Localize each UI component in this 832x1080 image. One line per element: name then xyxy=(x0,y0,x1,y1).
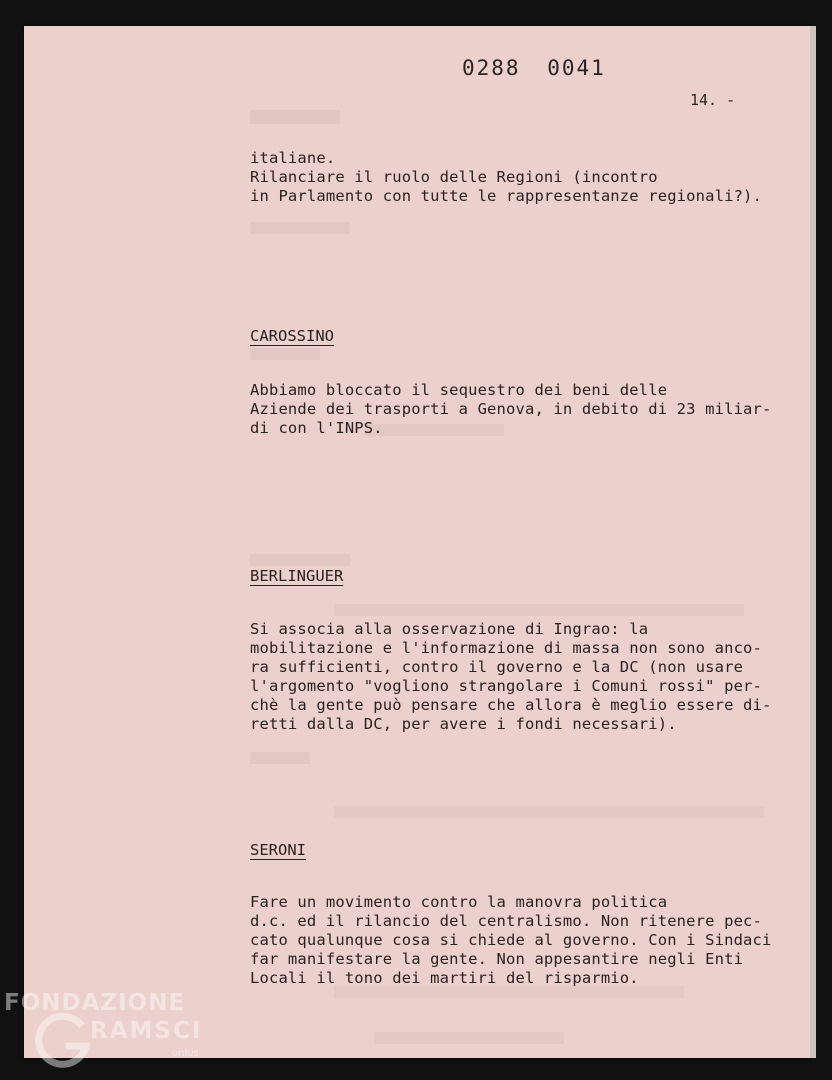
bleed-through-5 xyxy=(250,554,350,566)
speaker-carossino: CAROSSINO xyxy=(250,327,334,345)
paragraph-carossino: Abbiamo bloccato il sequestro dei beni delle Aziende dei trasporti a Genova, in debito di 23 miliar- di con l'INPS. xyxy=(250,381,772,437)
watermark-line2: RAMSCI xyxy=(90,1018,203,1044)
g-logo-icon xyxy=(32,1012,92,1072)
bleed-through-6 xyxy=(334,604,744,616)
fondazione-gramsci-watermark xyxy=(0,990,210,1078)
paragraph-seroni: Fare un movimento contro la manovra politica d.c. ed il rilancio del centralismo. Non ritenere pec- cato qualunque cosa si chiede al governo. Con i Sindaci far manifestare la gente. Non appesantire negli Enti Locali il tono dei martiri del risparmio. xyxy=(250,893,772,987)
document-page xyxy=(24,26,810,1058)
bleed-through-10 xyxy=(374,1032,564,1044)
bleed-through-7 xyxy=(250,752,310,764)
paragraph-berlinguer: Si associa alla osservazione di Ingrao: la mobilitazione e l'informazione di massa non sono anco- ra sufficienti, contro il governo e la DC (non usare l'argomento "vogliono strangolare i Comuni rossi" per- chè la gente può pensare che allora è meglio essere di- retti dalla DC, per avere i fondi necessari). xyxy=(250,620,772,733)
page-edge xyxy=(810,26,816,1058)
watermark-line1: FONDAZIONE xyxy=(4,990,186,1016)
page-number: 14. - xyxy=(690,91,736,109)
bleed-through-3 xyxy=(250,348,320,360)
speaker-seroni: SERONI xyxy=(250,841,306,859)
bleed-through-2 xyxy=(250,222,350,234)
archive-number: 0288 0041 xyxy=(462,56,606,80)
watermark-line3: onlus xyxy=(172,1048,199,1059)
bleed-through-1 xyxy=(250,110,340,124)
speaker-berlinguer: BERLINGUER xyxy=(250,567,344,585)
bleed-through-8 xyxy=(334,806,764,818)
paragraph-regioni: italiane. Rilanciare il ruolo delle Regioni (incontro in Parlamento con tutte le rappresentanze regionali?). xyxy=(250,149,763,205)
